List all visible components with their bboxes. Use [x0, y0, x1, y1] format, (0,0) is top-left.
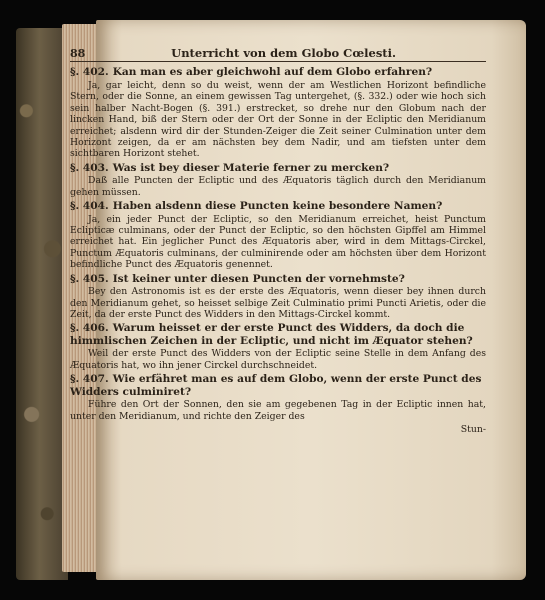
section-number: §. 407.: [70, 373, 109, 386]
section-question: [70, 373, 486, 398]
answer-text: Ja, ein jeder Punct der Ecliptic, so den Meridianum erreichet, heist Punctum Eclipticæ culminans, oder der Punct der Ecliptic, so den höchsten Gipffel am Himmel erreichet hat. Ein jeglicher Punct des Æquatoris aber, wird in dem Mittags-Circkel, Punctum Æquatoris culminans, der culminirende oder am höchsten über dem Horizont befindliche Punct des Æquatoris genennet.: [70, 213, 486, 271]
section-406: [70, 322, 486, 371]
book-cover: [16, 28, 68, 580]
answer-text: Ja, gar leicht, denn so du weist, wenn der am Westlichen Horizont befindliche Stern, oder die Sonne, an einem gewissen Tag untergehet, (§. 332.) oder wie hoch sich sein halber Nacht-Bogen (§. 391.) erstrecket, so drehe nur den Globum nach der lincken Hand, biß der Stern oder der Ort der Sonne in der Ecliptic den Meridianum erreichet; alsdenn wird dir der Stunden-Zeiger die Zeit seiner Culmination unter dem Horizont zeigen, da er am nächsten bey dem Nadir, und am tiefsten unter dem sichtbaren Horizont stehet.: [70, 79, 486, 160]
section-number: §. 404.: [70, 200, 109, 213]
question-text: Haben alsdenn diese Puncten keine besondere Namen?: [112, 200, 443, 213]
answer-text: Daß alle Puncten der Ecliptic und des Æquatoris täglich durch den Meridianum gehen müssen.: [70, 175, 486, 198]
section-number: §. 402.: [70, 66, 109, 79]
question-text: Was ist bey dieser Materie ferner zu mercken?: [112, 161, 390, 174]
section-question: [70, 162, 486, 175]
question-text: Kan man es aber gleichwohl auf dem Globo erfahren?: [112, 66, 433, 79]
section-question: [70, 66, 486, 79]
section-question: [70, 322, 486, 347]
section-question: [70, 273, 486, 286]
section-number: §. 405.: [70, 272, 109, 285]
section-question: [70, 200, 486, 213]
answer-text: Weil der erste Punct des Widders von der Ecliptic seine Stelle in dem Anfang des Æquatoris hat, wo ihn jener Circkel durchschneidet.: [70, 348, 486, 371]
answer-text: Führe den Ort der Sonnen, den sie am gegebenen Tag in der Ecliptic innen hat, unter den Meridianum, und richte den Zeiger des: [70, 399, 486, 422]
question-text: Warum heisset er der erste Punct des Widders, da doch die himmlischen Zeichen in der Ecliptic, und nicht im Æquator stehen?: [70, 322, 473, 347]
page-text: [70, 48, 486, 435]
section-404: [70, 200, 486, 271]
section-number: §. 406.: [70, 322, 109, 335]
answer-text: Bey den Astronomis ist es der erste des Æquatoris, wenn dieser bey ihnen durch den Meridianum gehet, so heisset selbige Zeit Culminatio primi Puncti Arietis, oder die Zeit, da der erste Punct des Widders in den Mittags-Circkel kommt.: [70, 286, 486, 320]
section-402: [70, 66, 486, 159]
question-text: Ist keiner unter diesen Puncten der vornehmste?: [112, 272, 405, 285]
section-407: [70, 373, 486, 422]
section-403: [70, 162, 486, 198]
question-text: Wie erfähret man es auf dem Globo, wenn der erste Punct des Widders culminiret?: [70, 373, 482, 398]
page-number: 88: [70, 47, 86, 60]
running-title: Unterricht von dem Globo Cœlesti.: [171, 46, 396, 60]
page-header: [70, 48, 486, 62]
section-number: §. 403.: [70, 161, 109, 174]
section-405: [70, 273, 486, 321]
catchword: Stun-: [460, 423, 486, 435]
